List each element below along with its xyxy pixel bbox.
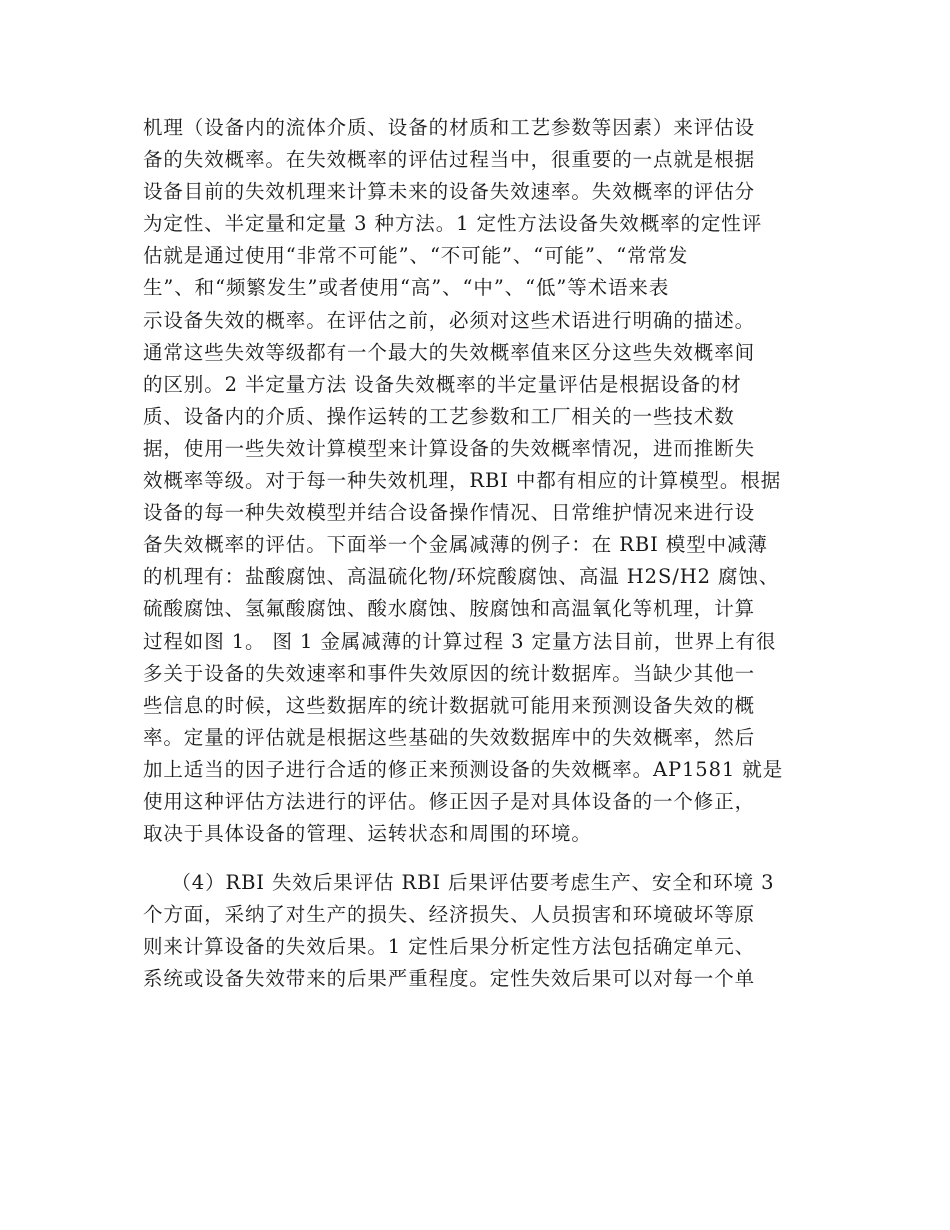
- text-line: 的机理有：盐酸腐蚀、高温硫化物/环烷酸腐蚀、高温 H2S/H2 腐蚀、: [143, 565, 780, 589]
- text-line: 示设备失效的概率。在评估之前，必须对这些术语进行明确的描述。: [143, 308, 756, 332]
- text-line: 率。定量的评估就是根据这些基础的失效数据库中的失效概率，然后: [143, 725, 756, 749]
- text-line: 使用这种评估方法进行的评估。修正因子是对具体设备的一个修正，: [143, 789, 756, 813]
- text-line: 质、设备内的介质、操作运转的工艺参数和工厂相关的一些技术数: [143, 404, 735, 428]
- paragraph-failure-consequence: [143, 867, 808, 995]
- text-line: 加上适当的因子进行合适的修正来预测设备的失效概率。AP1581 就是: [143, 757, 784, 781]
- text-line: 硫酸腐蚀、氢氟酸腐蚀、酸水腐蚀、胺腐蚀和高温氧化等机理，计算: [143, 597, 756, 621]
- paragraph-failure-probability: [143, 112, 808, 850]
- text-line: 通常这些失效等级都有一个最大的失效概率值来区分这些失效概率间: [143, 340, 756, 364]
- text-line: （4）RBI 失效后果评估 RBI 后果评估要考虑生产、安全和环境 3: [143, 871, 775, 895]
- text-line: 设备的每一种失效模型并结合设备操作情况、日常维护情况来进行设: [143, 501, 756, 525]
- text-line: 估就是通过使用“非常不可能”、“不可能”、“可能”、“常常发: [143, 244, 689, 268]
- text-line: 效概率等级。对于每一种失效机理，RBI 中都有相应的计算模型。根据: [143, 469, 782, 493]
- text-line: 机理（设备内的流体介质、设备的材质和工艺参数等因素）来评估设: [143, 116, 756, 139]
- text-line: 的区别。2 半定量方法 设备失效概率的半定量评估是根据设备的材: [143, 372, 742, 396]
- document-body: [143, 112, 808, 996]
- text-line: 则来计算设备的失效后果。1 定性后果分析定性方法包括确定单元、: [143, 935, 756, 959]
- text-line: 些信息的时候，这些数据库的统计数据就可能用来预测设备失效的概: [143, 693, 756, 717]
- text-line: 备失效概率的评估。下面举一个金属减薄的例子：在 RBI 模型中减薄: [143, 533, 768, 557]
- text-line: 据，使用一些失效计算模型来计算设备的失效概率情况，进而推断失: [143, 436, 756, 460]
- text-line: 过程如图 1。 图 1 金属减薄的计算过程 3 定量方法目前，世界上有很: [143, 629, 777, 653]
- text-line: 多关于设备的失效速率和事件失效原因的统计数据库。当缺少其他一: [143, 661, 756, 685]
- text-line: 取决于具体设备的管理、运转状态和周围的环境。: [143, 822, 592, 846]
- text-line: 系统或设备失效带来的后果严重程度。定性失效后果可以对每一个单: [143, 967, 756, 991]
- text-line: 为定性、半定量和定量 3 种方法。1 定性方法设备失效概率的定性评: [143, 212, 763, 236]
- text-line: 备的失效概率。在失效概率的评估过程当中，很重要的一点就是根据: [143, 148, 756, 172]
- text-line: 个方面，采纳了对生产的损失、经济损失、人员损害和环境破坏等原: [143, 903, 756, 927]
- text-line: 设备目前的失效机理来计算未来的设备失效速率。失效概率的评估分: [143, 180, 756, 204]
- text-line: 生”、和“频繁发生”或者使用“高”、“中”、“低”等术语来表: [143, 276, 670, 300]
